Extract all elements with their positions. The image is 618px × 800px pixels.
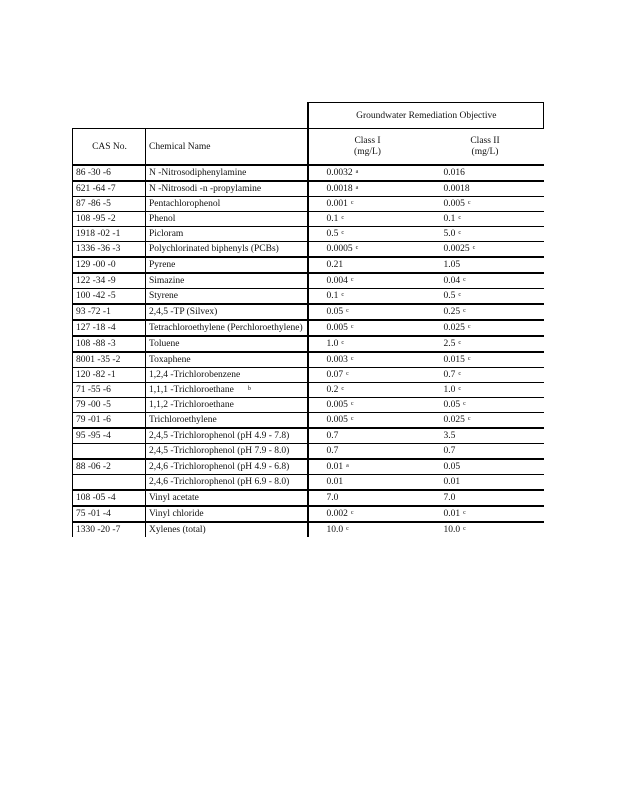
class2-label: Class II [470, 136, 500, 146]
chemical-cell [146, 273, 308, 289]
class1-cell [308, 459, 426, 475]
class2-cell [426, 490, 544, 506]
chemical-cell [146, 181, 308, 197]
class1-cell-text: 0.5 [326, 229, 339, 239]
cas-cell-text: 86 -30 -6 [76, 168, 111, 178]
class2-cell-text: 0.015 [443, 355, 465, 365]
footnote-marker: c [463, 526, 466, 532]
class2-cell [426, 227, 544, 242]
cas-cell-text: 120 -82 -1 [76, 370, 116, 380]
cas-cell [73, 227, 146, 242]
class1-cell-text: 0.01 [326, 477, 344, 487]
table-row [73, 444, 544, 460]
class1-cell [308, 165, 426, 181]
class1-cell-text: 0.7 [326, 446, 339, 456]
chemical-cell-text: 1,1,2 -Trichloroethane [149, 400, 234, 410]
class2-cell [426, 212, 544, 227]
class2-cell-text: 3.5 [443, 431, 456, 441]
class2-cell [426, 444, 544, 460]
class1-cell [308, 413, 426, 429]
chemical-cell [146, 242, 308, 258]
class2-unit: (mg/L) [471, 147, 499, 157]
cas-cell-text: 1918 -02 -1 [76, 229, 121, 239]
class2-cell [426, 413, 544, 429]
chemical-cell-text: 2,4,6 -Trichlorophenol (pH 6.9 - 8.0) [149, 477, 290, 487]
chemical-cell-text: 1,2,4 -Trichlorobenzene [149, 370, 241, 380]
class1-cell [308, 181, 426, 197]
cas-cell-text: 108 -88 -3 [76, 339, 116, 349]
cas-cell [73, 506, 146, 522]
class2-cell [426, 475, 544, 491]
chemical-cell [146, 227, 308, 242]
group-header-row [73, 103, 544, 129]
cas-cell [73, 336, 146, 352]
cas-cell-text: 1336 -36 -3 [76, 244, 121, 254]
cas-cell-text: 108 -95 -2 [76, 214, 116, 224]
cas-cell [73, 428, 146, 444]
cas-cell [73, 273, 146, 289]
footnote-marker: c [458, 215, 462, 221]
footnote-marker: a [355, 185, 359, 191]
footnote-marker: c [355, 245, 359, 251]
footnote-marker: c [472, 245, 476, 251]
cas-cell [73, 197, 146, 212]
table-row [73, 336, 544, 352]
class2-cell-text: 0.5 [443, 291, 456, 301]
chemical-cell-text: Tetrachloroethylene (Perchloroethylene) [149, 323, 303, 333]
footnote-marker: a [346, 463, 349, 469]
class1-unit: (mg/L) [354, 147, 381, 157]
footnote-marker: a [355, 169, 359, 175]
cas-cell [73, 212, 146, 227]
class1-cell-text: 0.001 [326, 199, 348, 209]
class2-cell-text: 0.1 [443, 214, 456, 224]
class1-cell [308, 289, 426, 305]
class1-cell [308, 368, 426, 383]
chemical-cell [146, 336, 308, 352]
footnote-marker: c [350, 200, 354, 206]
footnote-marker: c [463, 510, 466, 516]
class2-cell-text: 10.0 [443, 525, 461, 535]
cas-cell [73, 444, 146, 460]
cas-cell-text: 8001 -35 -2 [76, 355, 121, 365]
cas-cell-text: 87 -86 -5 [76, 199, 111, 209]
class2-cell-text: 0.025 [443, 323, 465, 333]
class2-header [426, 129, 544, 166]
class1-cell-text: 0.7 [326, 431, 339, 441]
class2-cell-text: 0.016 [443, 168, 465, 178]
cas-cell-text: 88 -06 -2 [76, 462, 111, 472]
class2-cell [426, 320, 544, 336]
cas-cell-text: 95 -95 -4 [76, 431, 111, 441]
footnote-marker: c [463, 308, 466, 314]
chemical-cell [146, 506, 308, 522]
class1-cell-text: 7.0 [326, 493, 339, 503]
table-row [73, 242, 544, 258]
chemical-cell [146, 165, 308, 181]
chemical-cell [146, 383, 308, 398]
cas-cell-text: 71 -55 -6 [76, 385, 111, 395]
class1-header [308, 129, 426, 166]
class2-cell [426, 304, 544, 320]
cas-cell [73, 459, 146, 475]
chemical-cell [146, 320, 308, 336]
chemical-cell-text: Styrene [149, 291, 179, 301]
cas-cell [73, 490, 146, 506]
chemical-cell-text: 1,1,1 -Trichloroethane [149, 385, 234, 395]
class1-cell-text: 0.002 [326, 509, 348, 519]
class1-cell-text: 0.005 [326, 415, 348, 425]
class1-cell [308, 273, 426, 289]
footnote-marker: c [458, 371, 462, 377]
table-row [73, 368, 544, 383]
class1-cell [308, 320, 426, 336]
table-row [73, 212, 544, 227]
class1-cell [308, 336, 426, 352]
cas-cell-text: 122 -34 -9 [76, 276, 116, 286]
footnote-marker: b [247, 386, 251, 392]
class2-cell-text: 0.7 [443, 370, 456, 380]
footnote-marker: c [458, 292, 462, 298]
table-row [73, 227, 544, 242]
chemical-cell-text: N -Nitrosodi -n -propylamine [149, 184, 262, 194]
class2-cell-text: 7.0 [443, 493, 456, 503]
cas-header: CAS No. [73, 129, 146, 166]
class2-cell-text: 0.005 [443, 199, 465, 209]
footnote-marker: c [341, 340, 345, 346]
chemical-cell-text: Trichloroethylene [149, 415, 217, 425]
class1-cell-text: 1.0 [326, 339, 339, 349]
class2-cell-text: 0.025 [443, 415, 465, 425]
table-row [73, 428, 544, 444]
chemical-cell [146, 522, 308, 537]
chemical-cell [146, 475, 308, 491]
chemical-cell-text: Simazine [149, 276, 185, 286]
class2-cell [426, 368, 544, 383]
footnote-marker: c [467, 416, 471, 422]
class1-cell-text: 0.0005 [326, 244, 353, 254]
cas-cell [73, 475, 146, 491]
class1-label: Class I [354, 136, 381, 146]
chemical-cell [146, 490, 308, 506]
table-row [73, 506, 544, 522]
chemical-cell-text: 2,4,6 -Trichlorophenol (pH 4.9 - 6.8) [149, 462, 290, 472]
cas-cell [73, 522, 146, 537]
table-row [73, 273, 544, 289]
class2-cell-text: 0.05 [443, 462, 461, 472]
class2-cell [426, 242, 544, 258]
class1-cell-text: 0.1 [326, 291, 339, 301]
chemical-cell [146, 444, 308, 460]
chemical-cell-text: Phenol [149, 214, 176, 224]
chemical-cell-text: 2,4,5 -Trichlorophenol (pH 7.9 - 8.0) [149, 446, 290, 456]
class1-cell-text: 0.005 [326, 323, 348, 333]
cas-cell [73, 352, 146, 368]
table-row [73, 257, 544, 273]
class1-cell-text: 0.07 [326, 370, 344, 380]
class1-cell-text: 0.005 [326, 400, 348, 410]
table-row [73, 459, 544, 475]
class1-cell [308, 197, 426, 212]
footnote-marker: c [350, 356, 354, 362]
chemical-cell-text: Picloram [149, 229, 184, 239]
class2-cell-text: 1.05 [443, 260, 461, 270]
footnote-marker: c [467, 200, 471, 206]
cas-cell-text: 79 -00 -5 [76, 400, 111, 410]
class1-cell [308, 522, 426, 537]
table-row [73, 413, 544, 429]
cas-cell [73, 289, 146, 305]
chemical-cell-text: 2,4,5 -Trichlorophenol (pH 4.9 - 7.8) [149, 431, 290, 441]
class1-cell [308, 242, 426, 258]
class2-cell-text: 0.05 [443, 400, 461, 410]
class2-cell [426, 522, 544, 537]
class2-cell [426, 273, 544, 289]
class1-cell-text: 0.0018 [326, 184, 353, 194]
footnote-marker: c [458, 230, 462, 236]
remediation-objectives-table [72, 102, 544, 537]
cas-cell-text: 79 -01 -6 [76, 415, 111, 425]
class2-cell [426, 428, 544, 444]
footnote-marker: c [341, 386, 345, 392]
footnote-marker: c [350, 324, 354, 330]
chemical-cell-text: N -Nitrosodiphenylamine [149, 168, 247, 178]
class2-cell-text: 0.7 [443, 446, 456, 456]
cas-cell [73, 383, 146, 398]
class2-cell-text: 5.0 [443, 229, 456, 239]
class2-cell [426, 197, 544, 212]
footnote-marker: c [350, 277, 354, 283]
chemical-cell [146, 289, 308, 305]
class1-cell [308, 398, 426, 413]
footnote-marker: c [341, 230, 345, 236]
class2-cell [426, 459, 544, 475]
footnote-marker: c [346, 371, 349, 377]
chemical-cell-text: Polychlorinated biphenyls (PCBs) [149, 244, 279, 254]
cas-cell [73, 413, 146, 429]
chemical-cell [146, 352, 308, 368]
chemical-cell [146, 368, 308, 383]
chemical-cell [146, 212, 308, 227]
class2-cell [426, 506, 544, 522]
table-row [73, 165, 544, 181]
class2-cell [426, 181, 544, 197]
cas-cell-text: 1330 -20 -7 [76, 525, 121, 535]
cas-cell-text: 621 -64 -7 [76, 184, 116, 194]
chemical-cell-text: Pyrene [149, 260, 176, 270]
footnote-marker: c [341, 292, 345, 298]
class1-cell-text: 0.1 [326, 214, 339, 224]
cas-cell-text: 93 -72 -1 [76, 307, 111, 317]
footnote-marker: c [350, 510, 354, 516]
footnote-marker: c [467, 356, 471, 362]
class1-cell [308, 257, 426, 273]
class2-cell [426, 165, 544, 181]
cas-cell-text: 108 -05 -4 [76, 493, 116, 503]
table-row [73, 320, 544, 336]
class1-cell [308, 352, 426, 368]
cas-cell [73, 242, 146, 258]
footnote-marker: c [346, 308, 349, 314]
table-row [73, 490, 544, 506]
cas-cell-text: 75 -01 -4 [76, 509, 111, 519]
class1-cell [308, 212, 426, 227]
class2-cell-text: 0.0025 [443, 244, 470, 254]
footnote-marker: c [350, 401, 354, 407]
cas-cell [73, 304, 146, 320]
cas-cell [73, 257, 146, 273]
chemical-header: Chemical Name [146, 129, 308, 166]
chemical-cell-text: Vinyl acetate [149, 493, 199, 503]
chemical-cell-text: Xylenes (total) [149, 525, 206, 535]
class2-cell-text: 0.25 [443, 307, 461, 317]
column-header-row [73, 129, 544, 166]
footnote-marker: c [341, 215, 345, 221]
chemical-cell [146, 304, 308, 320]
class2-cell [426, 336, 544, 352]
footnote-marker: c [463, 277, 466, 283]
class1-cell-text: 0.2 [326, 385, 339, 395]
chemical-cell-text: Vinyl chloride [149, 509, 204, 519]
class2-cell [426, 352, 544, 368]
class2-cell [426, 398, 544, 413]
footnote-marker: c [458, 340, 462, 346]
footnote-marker: c [350, 416, 354, 422]
class1-cell-text: 0.01 [326, 462, 344, 472]
cas-cell-text: 100 -42 -5 [76, 291, 116, 301]
chemical-cell [146, 398, 308, 413]
class1-cell-text: 10.0 [326, 525, 344, 535]
cas-cell-text: 129 -00 -0 [76, 260, 116, 270]
class1-cell [308, 444, 426, 460]
class2-cell-text: 0.01 [443, 477, 461, 487]
cas-cell-text: 127 -18 -4 [76, 323, 116, 333]
class1-cell [308, 428, 426, 444]
table-row [73, 304, 544, 320]
class2-cell [426, 383, 544, 398]
footnote-marker: c [346, 526, 349, 532]
table-row [73, 181, 544, 197]
table-row [73, 522, 544, 537]
chemical-cell-text: Pentachlorophenol [149, 199, 221, 209]
class1-cell-text: 0.05 [326, 307, 344, 317]
class2-cell-text: 2.5 [443, 339, 456, 349]
footnote-marker: c [467, 324, 471, 330]
chemical-cell-text: 2,4,5 -TP (Silvex) [149, 307, 218, 317]
class1-cell [308, 506, 426, 522]
class2-cell-text: 1.0 [443, 385, 456, 395]
chemical-cell-text: Toxaphene [149, 355, 191, 365]
table-row [73, 352, 544, 368]
cas-cell [73, 320, 146, 336]
class1-cell [308, 383, 426, 398]
class1-cell-text: 0.004 [326, 276, 348, 286]
class1-cell-text: 0.0032 [326, 168, 353, 178]
cas-cell [73, 165, 146, 181]
class1-cell [308, 475, 426, 491]
class1-cell-text: 0.21 [326, 260, 344, 270]
class1-cell [308, 304, 426, 320]
table-row [73, 289, 544, 305]
chemical-cell [146, 257, 308, 273]
chemical-cell-text: Toluene [149, 339, 180, 349]
table-row [73, 383, 544, 398]
table-row [73, 398, 544, 413]
class2-cell-text: 0.0018 [443, 184, 470, 194]
table-row [73, 475, 544, 491]
class1-cell [308, 490, 426, 506]
cas-cell [73, 181, 146, 197]
footnote-marker: c [458, 386, 462, 392]
class2-cell [426, 289, 544, 305]
chemical-cell [146, 459, 308, 475]
chemical-cell [146, 197, 308, 212]
cas-cell [73, 368, 146, 383]
table-row [73, 197, 544, 212]
class2-cell-text: 0.01 [443, 509, 461, 519]
cas-cell [73, 398, 146, 413]
chemical-cell [146, 428, 308, 444]
class2-cell-text: 0.04 [443, 276, 461, 286]
chemical-cell [146, 413, 308, 429]
group-header: Groundwater Remediation Objective [308, 103, 544, 129]
class2-cell [426, 257, 544, 273]
class1-cell-text: 0.003 [326, 355, 348, 365]
footnote-marker: c [463, 401, 466, 407]
class1-cell [308, 227, 426, 242]
